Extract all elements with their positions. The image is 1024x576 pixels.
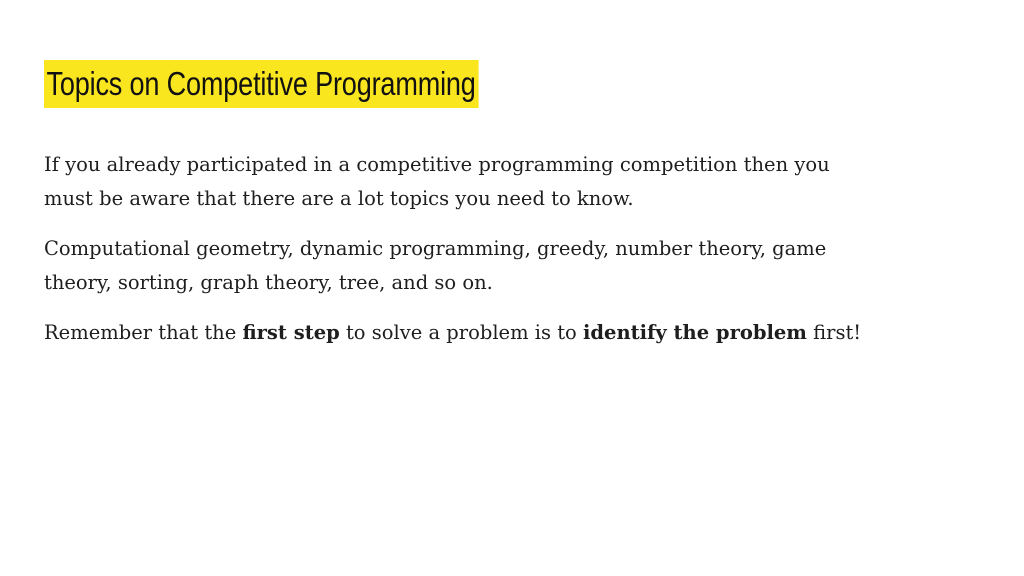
- paragraph-intro-line-2: must be aware that there are a lot topics you need to know.: [44, 187, 634, 210]
- slide-title-container: [44, 60, 574, 108]
- paragraph-remember: [44, 316, 984, 350]
- paragraph-topics-line-1: Computational geometry, dynamic programming, greedy, number theory, game: [44, 237, 827, 260]
- slide-title: Topics on Competitive Programming: [44, 60, 479, 108]
- paragraph-intro-line-1: If you already participated in a competitive programming competition then you: [44, 153, 830, 176]
- emphasis-first-step: first step: [242, 321, 340, 344]
- slide-body: [44, 148, 984, 366]
- paragraph-remember-text-2: to solve a problem is to: [339, 321, 583, 344]
- paragraph-topics: [44, 232, 984, 300]
- paragraph-intro: [44, 148, 984, 216]
- paragraph-remember-text-3: first!: [806, 321, 862, 344]
- paragraph-topics-line-2: theory, sorting, graph theory, tree, and so on.: [44, 271, 493, 294]
- emphasis-identify-problem: identify the problem: [583, 321, 807, 344]
- paragraph-remember-text-1: Remember that the: [44, 321, 243, 344]
